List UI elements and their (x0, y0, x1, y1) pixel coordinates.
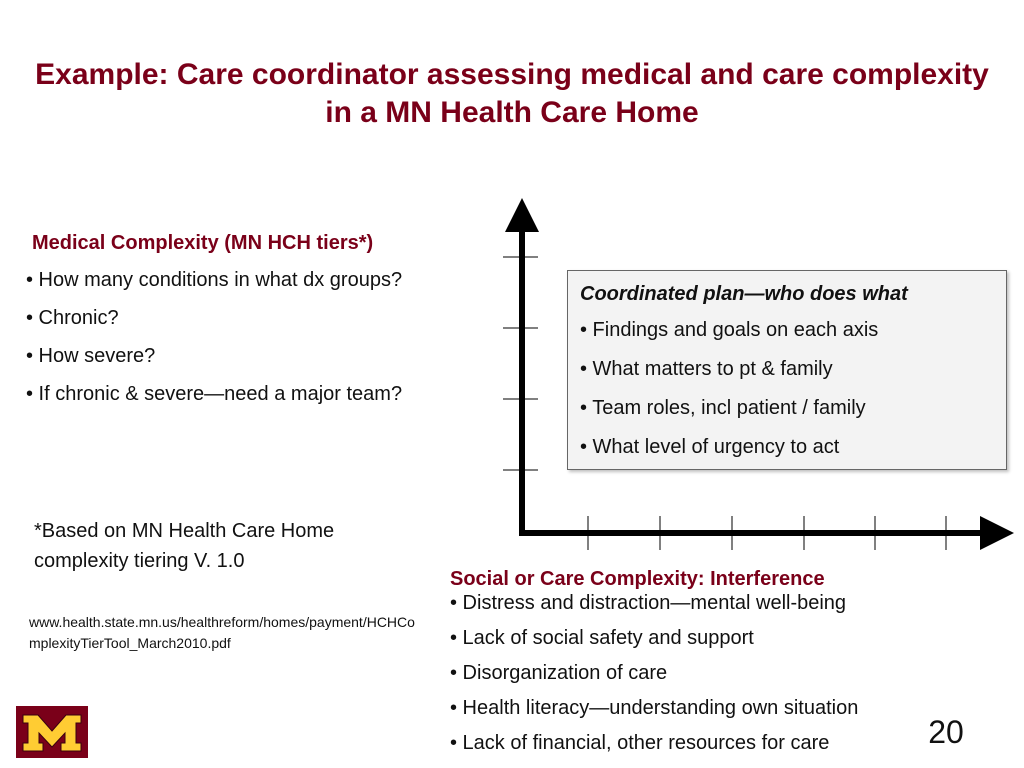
social-item: • Health literacy—understanding own situation (450, 697, 859, 719)
m-logo-icon (21, 711, 83, 753)
social-item: • Distress and distraction—mental well-being (450, 592, 847, 614)
coordinated-plan-box (567, 270, 1007, 470)
social-complexity-heading: Social or Care Complexity: Interference (450, 568, 825, 590)
medical-item: • Chronic? (26, 307, 119, 329)
slide-title: Example: Care coordinator assessing medical and care complexity in a MN Health Care Home (35, 58, 989, 129)
source-url: www.health.state.mn.us/healthreform/homes/payment/HCHComplexityTierTool_March2010.pdf (29, 614, 415, 651)
plan-item: • What level of urgency to act (580, 436, 840, 458)
social-item: • Lack of financial, other resources for care (450, 732, 830, 754)
coordinated-plan-heading: Coordinated plan—who does what (580, 283, 908, 305)
medical-item: • How severe? (26, 345, 156, 367)
horizontal-arrowhead (980, 516, 1014, 550)
social-item: • Disorganization of care (450, 662, 668, 684)
medical-item: • How many conditions in what dx groups? (26, 269, 403, 291)
tiering-footnote: *Based on MN Health Care Home complexity tiering V. 1.0 (34, 520, 335, 572)
coordinated-plan-list (580, 311, 1006, 467)
social-item: • Lack of social safety and support (450, 627, 754, 649)
plan-item: • What matters to pt & family (580, 358, 833, 380)
plan-item: • Findings and goals on each axis (580, 319, 879, 341)
medical-complexity-heading: Medical Complexity (MN HCH tiers*) (32, 232, 374, 254)
plan-item: • Team roles, incl patient / family (580, 397, 866, 419)
university-m-logo-icon (16, 706, 88, 758)
vertical-arrowhead (505, 198, 539, 232)
page-number: 20 (928, 714, 964, 750)
medical-item: • If chronic & severe—need a major team? (26, 383, 403, 405)
